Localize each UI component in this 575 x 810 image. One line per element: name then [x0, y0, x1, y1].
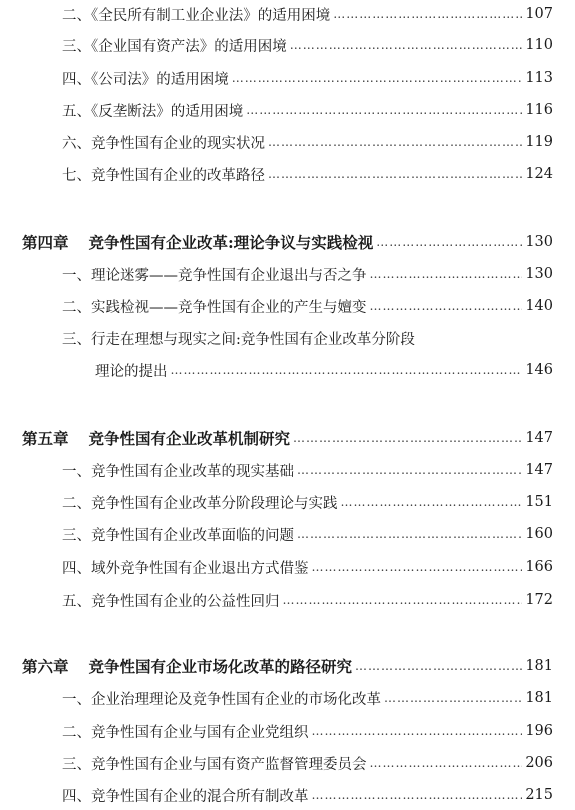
toc-entry-page: 215: [525, 787, 553, 803]
toc-entry-label: 三、竞争性国有企业与国有资产监督管理委员会: [62, 756, 367, 773]
toc-entry[interactable]: [0, 751, 575, 775]
toc-entry-label: 五、竞争性国有企业的公益性回归: [62, 593, 280, 610]
leader-dots: [293, 431, 522, 445]
toc-entry-label: 一、竞争性国有企业改革的现实基础: [62, 463, 294, 480]
leader-dots: [370, 756, 523, 770]
chapter-title: 竞争性国有企业改革:理论争议与实践检视: [88, 233, 374, 252]
toc-entry[interactable]: [0, 162, 575, 186]
toc-entry-page: 119: [525, 134, 553, 150]
toc-entry-page: 147: [525, 462, 553, 478]
toc-entry-page: 107: [525, 6, 553, 22]
toc-entry-line2[interactable]: [0, 358, 575, 382]
toc-entry-label: 七、竞争性国有企业的改革路径: [62, 167, 265, 184]
chapter-page: 181: [525, 658, 553, 674]
toc-entry-label: 二、竞争性国有企业与国有企业党组织: [62, 724, 309, 741]
toc-entry[interactable]: [0, 458, 575, 482]
toc-entry[interactable]: [0, 555, 575, 579]
leader-dots: [232, 71, 523, 85]
chapter-page: 147: [525, 430, 553, 446]
toc-entry[interactable]: [0, 2, 575, 26]
toc-entry-page: 116: [525, 102, 553, 118]
leader-dots: [370, 299, 523, 313]
toc-entry-page: 124: [525, 166, 553, 182]
toc-entry[interactable]: [0, 588, 575, 612]
toc-entry-page: 140: [525, 298, 553, 314]
leader-dots: [384, 691, 522, 705]
toc-entry[interactable]: [0, 490, 575, 514]
toc-entry-page: 146: [525, 362, 553, 378]
toc-entry-label: 五、《反垄断法》的适用困境: [62, 103, 244, 120]
toc-entry[interactable]: [0, 294, 575, 318]
leader-dots: [297, 463, 522, 477]
toc-entry-label: 二、《全民所有制工业企业法》的适用困境: [62, 7, 331, 24]
leader-dots: [312, 788, 523, 802]
leader-dots: [290, 38, 523, 52]
toc-entry-label: 一、理论迷雾——竞争性国有企业退出与否之争: [62, 267, 367, 284]
toc-entry-label: 四、《公司法》的适用困境: [62, 71, 229, 88]
toc-entry-label: 四、竞争性国有企业的混合所有制改革: [62, 788, 309, 805]
toc-chapter-6[interactable]: [0, 654, 575, 678]
toc-entry[interactable]: [0, 98, 575, 122]
toc-entry[interactable]: [0, 783, 575, 807]
leader-dots: [312, 560, 523, 574]
toc-entry[interactable]: [0, 686, 575, 710]
leader-dots: [268, 135, 522, 149]
toc-entry-label: 三、竞争性国有企业改革面临的问题: [62, 527, 294, 544]
toc-entry-page: 110: [525, 37, 553, 53]
toc-entry-page: 160: [525, 526, 553, 542]
leader-dots: [171, 363, 523, 377]
leader-dots: [312, 724, 523, 738]
chapter-title: 竞争性国有企业改革机制研究: [88, 429, 291, 448]
toc-entry-page: 181: [525, 690, 553, 706]
toc-chapter-4[interactable]: [0, 230, 575, 254]
chapter-title: 竞争性国有企业市场化改革的路径研究: [88, 657, 353, 676]
toc-entry[interactable]: [0, 719, 575, 743]
leader-dots: [268, 167, 522, 181]
toc-entry-label: 二、实践检视——竞争性国有企业的产生与嬗变: [62, 299, 367, 316]
toc-entry-line1[interactable]: [0, 326, 575, 350]
toc-entry[interactable]: [0, 130, 575, 154]
toc-entry-label: 四、域外竞争性国有企业退出方式借鉴: [62, 560, 309, 577]
toc-entry[interactable]: [0, 262, 575, 286]
leader-dots: [370, 267, 523, 281]
toc-entry-label: 二、竞争性国有企业改革分阶段理论与实践: [62, 495, 338, 512]
leader-dots: [376, 235, 522, 249]
leader-dots: [283, 593, 523, 607]
toc-entry-label: 三、《企业国有资产法》的适用困境: [62, 38, 287, 55]
toc-chapter-5[interactable]: [0, 426, 575, 450]
leader-dots: [297, 527, 522, 541]
toc-entry-page: 151: [525, 494, 553, 510]
toc-entry-page: 206: [525, 755, 553, 771]
leader-dots: [341, 495, 523, 509]
chapter-number: 第六章: [22, 657, 69, 676]
toc-entry-page: 113: [525, 70, 553, 86]
chapter-page: 130: [525, 234, 553, 250]
toc-entry-label: 理论的提出: [95, 363, 168, 380]
leader-dots: [355, 659, 522, 673]
toc-entry-page: 130: [525, 266, 553, 282]
toc-entry[interactable]: [0, 33, 575, 57]
toc-entry[interactable]: [0, 66, 575, 90]
leader-dots: [333, 7, 522, 21]
chapter-number: 第五章: [22, 429, 69, 448]
toc-entry-page: 166: [525, 559, 553, 575]
toc-entry-page: 196: [525, 723, 553, 739]
toc-entry-label: 三、行走在理想与现实之间:竞争性国有企业改革分阶段: [62, 331, 415, 348]
leader-dots: [246, 103, 522, 117]
toc-entry-page: 172: [525, 592, 553, 608]
chapter-number: 第四章: [22, 233, 69, 252]
toc-entry-label: 一、企业治理理论及竞争性国有企业的市场化改革: [62, 691, 381, 708]
toc-entry-label: 六、竞争性国有企业的现实状况: [62, 135, 265, 152]
toc-entry[interactable]: [0, 522, 575, 546]
